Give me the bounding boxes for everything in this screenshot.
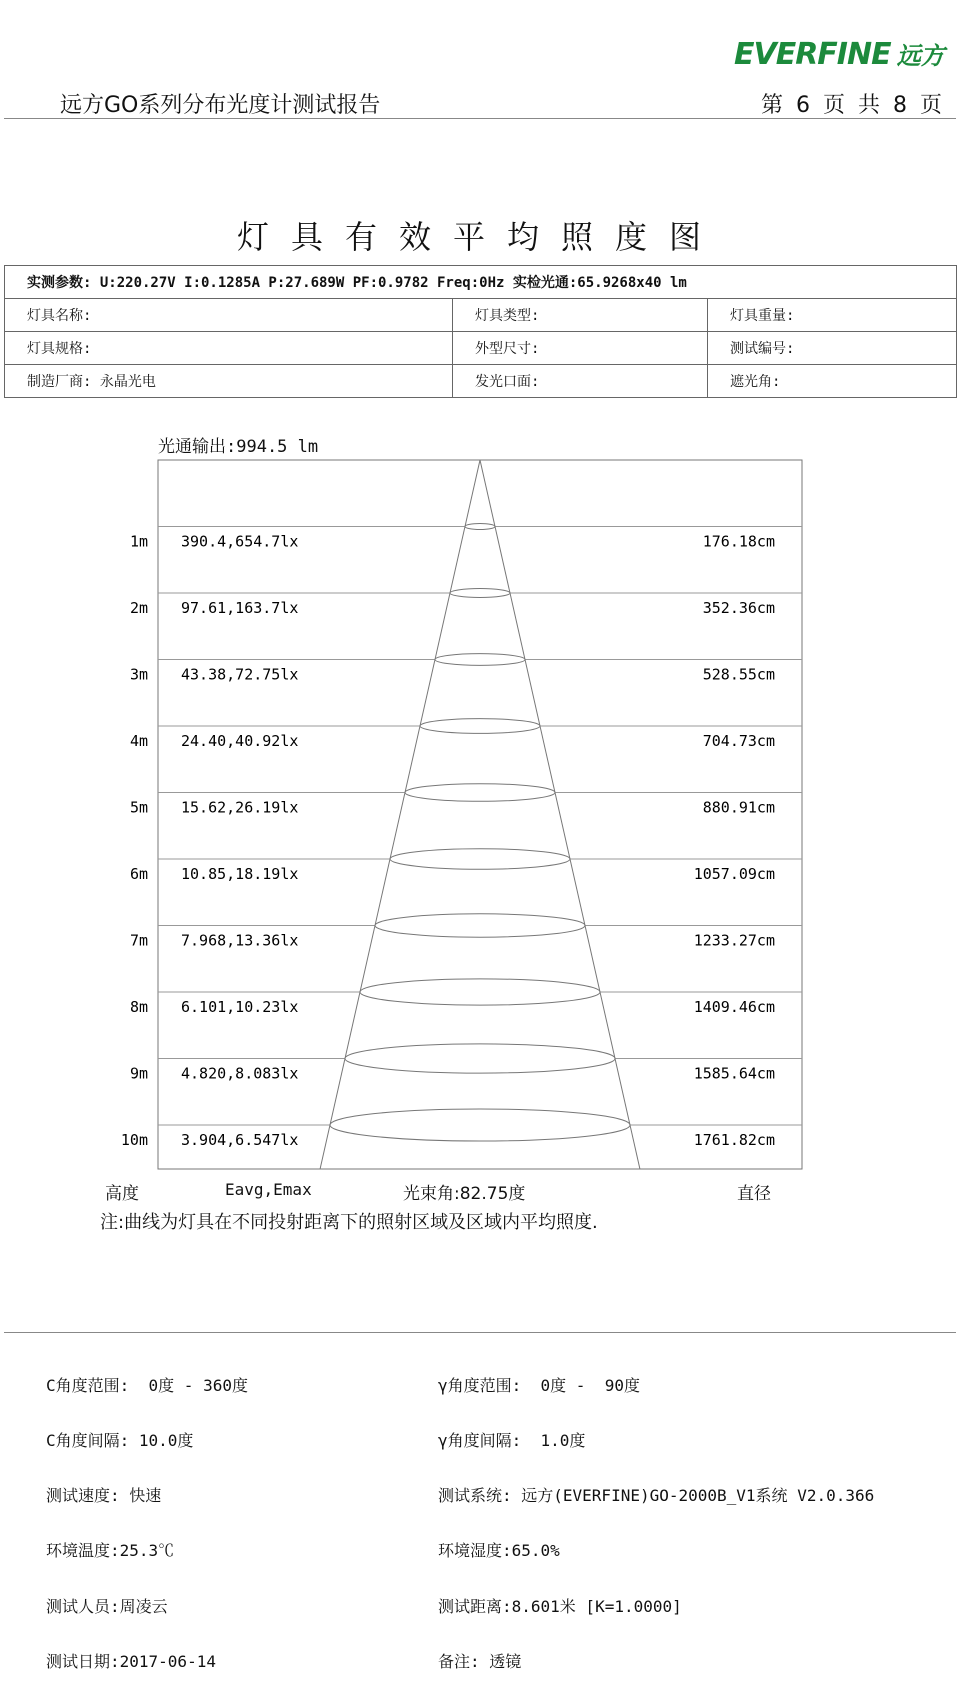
illuminance-label: 97.61,163.7lx	[181, 599, 299, 617]
cone-right-edge	[480, 460, 640, 1169]
diameter-label: 704.73cm	[702, 732, 775, 750]
height-label: 4m	[129, 732, 148, 750]
diameter-label: 176.18cm	[702, 532, 775, 551]
height-label: 2m	[129, 599, 148, 617]
footer-right	[438, 1340, 874, 1690]
illuminance-label: 24.40,40.92lx	[181, 732, 299, 750]
illumination-ellipse	[390, 849, 570, 870]
diameter-column-label: 直径	[737, 1184, 771, 1204]
diameter-label: 352.36cm	[702, 599, 775, 617]
manufacturer-cell: 制造厂商: 永晶光电	[5, 365, 453, 398]
illumination-ellipse	[375, 914, 585, 937]
illumination-ellipse	[360, 979, 600, 1005]
page-title: 灯具有效平均照度图	[236, 218, 723, 256]
illumination-ellipse	[345, 1044, 615, 1073]
chart-title: 光通输出:994.5 lm	[158, 437, 319, 457]
diameter-label: 1761.82cm	[693, 1131, 775, 1149]
illuminance-label: 10.85,18.19lx	[181, 865, 299, 883]
illuminance-label: 43.38,72.75lx	[181, 665, 299, 684]
footer-left	[46, 1340, 248, 1690]
aperture-cell: 发光口面:	[453, 365, 708, 398]
height-label: 7m	[129, 931, 148, 950]
diameter-label: 880.91cm	[702, 798, 775, 817]
lamp-type-cell: 灯具类型:	[453, 299, 708, 332]
illuminance-label: 3.904,6.547lx	[181, 1131, 299, 1149]
illuminance-label: 4.820,8.083lx	[181, 1064, 299, 1083]
test-date: 测试日期:2017-06-14	[46, 1651, 216, 1671]
height-label: 10m	[120, 1131, 148, 1149]
remarks: 备注: 透镜	[438, 1651, 522, 1671]
lamp-weight-cell: 灯具重量:	[708, 299, 957, 332]
report-title: 远方GO系列分布光度计测试报告	[60, 93, 381, 118]
measured-params: 实测参数: U:220.27V I:0.1285A P:27.689W PF:0.9782 Freq:0Hz 实检光通:65.9268x40 lm	[5, 266, 957, 299]
illuminance-label: 15.62,26.19lx	[181, 798, 299, 817]
height-label: 6m	[129, 865, 148, 883]
beam-angle-label: 光束角:82.75度	[403, 1184, 526, 1204]
lamp-name-cell: 灯具名称:	[5, 299, 453, 332]
illumination-ellipse	[405, 784, 555, 802]
illuminance-column-label: Eavg,Emax	[225, 1180, 312, 1199]
lamp-spec-cell: 灯具规格:	[5, 332, 453, 365]
logo-text-cn: 远方	[896, 42, 945, 70]
diameter-label: 1233.27cm	[693, 931, 775, 950]
test-system: 测试系统: 远方(EVERFINE)GO-2000B_V1系统 V2.0.366	[438, 1486, 875, 1506]
diameter-label: 1057.09cm	[693, 865, 775, 883]
height-label: 1m	[129, 532, 148, 551]
shading-angle-cell: 遮光角:	[708, 365, 957, 398]
test-speed: 测试速度: 快速	[46, 1486, 162, 1506]
c-angle-range: C角度范围: 0度 - 360度	[46, 1375, 248, 1395]
dimension-cell: 外型尺寸:	[453, 332, 708, 365]
illumination-ellipse	[330, 1109, 630, 1141]
chart-note: 注:曲线为灯具在不同投射距离下的照射区域及区域内平均照度.	[100, 1212, 598, 1233]
height-label: 3m	[129, 665, 148, 684]
c-angle-interval: C角度间隔: 10.0度	[46, 1431, 194, 1451]
logo-text-en: EVERFINE	[734, 37, 891, 72]
test-distance: 测试距离:8.601米 [K=1.0000]	[438, 1596, 682, 1616]
footer-divider	[4, 1332, 956, 1333]
ambient-temperature: 环境温度:25.3℃	[46, 1541, 175, 1561]
gamma-angle-interval: γ角度间隔: 1.0度	[438, 1431, 586, 1451]
illuminance-label: 6.101,10.23lx	[181, 998, 299, 1016]
illumination-ellipse	[420, 719, 540, 734]
diameter-label: 1409.46cm	[693, 998, 775, 1016]
illuminance-label: 7.968,13.36lx	[181, 931, 299, 950]
test-number-cell: 测试编号:	[708, 332, 957, 365]
height-label: 8m	[129, 998, 148, 1016]
illumination-ellipse	[450, 589, 510, 598]
illumination-ellipse	[465, 524, 495, 530]
ambient-humidity: 环境湿度:65.0%	[438, 1541, 560, 1561]
diameter-label: 528.55cm	[702, 665, 775, 684]
illuminance-label: 390.4,654.7lx	[181, 532, 299, 551]
illumination-ellipse	[435, 654, 525, 666]
height-label: 9m	[129, 1064, 148, 1083]
page-indicator: 第 6 页 共 8 页	[761, 93, 942, 118]
cone-left-edge	[320, 460, 480, 1169]
height-label: 5m	[129, 798, 148, 817]
gamma-angle-range: γ角度范围: 0度 - 90度	[438, 1375, 640, 1395]
height-column-label: 高度	[105, 1184, 139, 1204]
diameter-label: 1585.64cm	[693, 1064, 775, 1083]
tester: 测试人员:周凌云	[46, 1596, 168, 1616]
